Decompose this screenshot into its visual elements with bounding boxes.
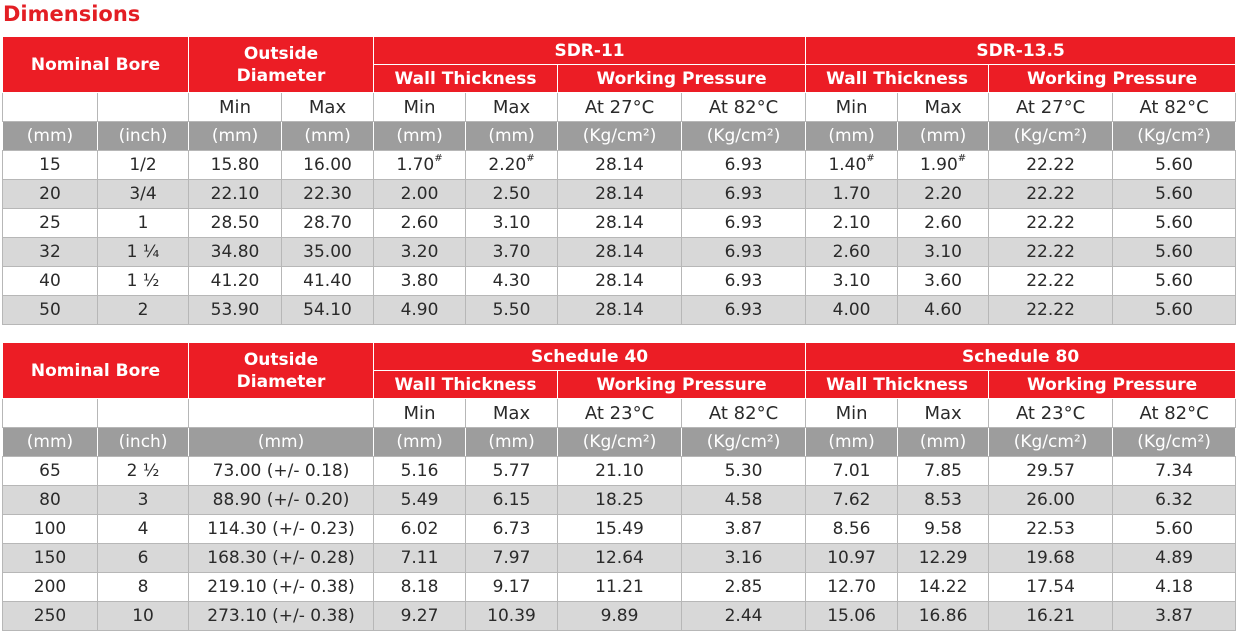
table-cell: 6.32 bbox=[1113, 486, 1236, 515]
table-cell: 6.93 bbox=[682, 296, 806, 325]
table-cell: 9.17 bbox=[466, 573, 558, 602]
subheader-cell: At 82°C bbox=[682, 399, 806, 428]
table-cell: 1.90# bbox=[898, 151, 989, 180]
table-cell: 22.53 bbox=[989, 515, 1113, 544]
table-row bbox=[3, 486, 1236, 515]
unit-cell: (inch) bbox=[98, 428, 189, 457]
table-row bbox=[3, 151, 1236, 180]
table-cell: 7.97 bbox=[466, 544, 558, 573]
table-cell: 3.16 bbox=[682, 544, 806, 573]
subheader-cell: At 23°C bbox=[558, 399, 682, 428]
table-cell: 16.21 bbox=[989, 602, 1113, 631]
subheader-cell bbox=[98, 93, 189, 122]
table-cell: 7.85 bbox=[898, 457, 989, 486]
table-row bbox=[3, 267, 1236, 296]
unit-cell: (mm) bbox=[3, 122, 98, 151]
table-cell: 6.93 bbox=[682, 267, 806, 296]
unit-cell: (mm) bbox=[898, 428, 989, 457]
table-cell: 1.40# bbox=[806, 151, 898, 180]
schedule-80-header: Schedule 80 bbox=[806, 343, 1236, 371]
units-row bbox=[3, 428, 1236, 457]
table-cell: 5.60 bbox=[1113, 151, 1236, 180]
table-cell: 40 bbox=[3, 267, 98, 296]
units-row bbox=[3, 122, 1236, 151]
table-cell: 4.58 bbox=[682, 486, 806, 515]
outside-diameter-header bbox=[189, 37, 374, 93]
table-cell: 3.60 bbox=[898, 267, 989, 296]
table-cell: 22.22 bbox=[989, 296, 1113, 325]
table-cell: 28.70 bbox=[282, 209, 374, 238]
table-cell: 15.06 bbox=[806, 602, 898, 631]
table-cell: 2 ½ bbox=[98, 457, 189, 486]
table-cell: 12.70 bbox=[806, 573, 898, 602]
unit-cell: (Kg/cm²) bbox=[989, 122, 1113, 151]
table-cell: 32 bbox=[3, 238, 98, 267]
unit-cell: (mm) bbox=[3, 428, 98, 457]
table-cell: 28.14 bbox=[558, 209, 682, 238]
table-cell: 5.60 bbox=[1113, 238, 1236, 267]
table-row bbox=[3, 457, 1236, 486]
sdr-13-5-header: SDR-13.5 bbox=[806, 37, 1236, 65]
table-cell: 168.30 (+/- 0.28) bbox=[189, 544, 374, 573]
table-cell: 16.00 bbox=[282, 151, 374, 180]
subheader-cell: At 82°C bbox=[1113, 93, 1236, 122]
table-cell: 28.14 bbox=[558, 296, 682, 325]
table-cell: 22.22 bbox=[989, 238, 1113, 267]
table-cell: 8.56 bbox=[806, 515, 898, 544]
table-cell: 4.90 bbox=[374, 296, 466, 325]
table-cell: 19.68 bbox=[989, 544, 1113, 573]
unit-cell: (Kg/cm²) bbox=[682, 122, 806, 151]
subheader-cell: At 82°C bbox=[682, 93, 806, 122]
subheader-cell: At 27°C bbox=[989, 93, 1113, 122]
table-cell: 2 bbox=[98, 296, 189, 325]
table-cell: 50 bbox=[3, 296, 98, 325]
unit-cell: (mm) bbox=[466, 428, 558, 457]
sdr-dimensions-table bbox=[2, 36, 1236, 325]
outside-diameter-label: Outside Diameter bbox=[236, 349, 326, 392]
table-cell: 8 bbox=[98, 573, 189, 602]
unit-cell: (Kg/cm²) bbox=[1113, 428, 1236, 457]
subheader-row bbox=[3, 399, 1236, 428]
working-pressure-header: Working Pressure bbox=[558, 371, 806, 399]
table-cell: 5.60 bbox=[1113, 296, 1236, 325]
table-cell: 1.70# bbox=[374, 151, 466, 180]
subheader-cell: Max bbox=[282, 93, 374, 122]
outside-diameter-header bbox=[189, 343, 374, 399]
table-row bbox=[3, 209, 1236, 238]
unit-cell: (Kg/cm²) bbox=[558, 428, 682, 457]
subheader-cell: Min bbox=[189, 93, 282, 122]
table-cell: 9.58 bbox=[898, 515, 989, 544]
table-cell: 22.22 bbox=[989, 267, 1113, 296]
unit-cell: (Kg/cm²) bbox=[989, 428, 1113, 457]
table-cell: 3 bbox=[98, 486, 189, 515]
table-cell: 3.87 bbox=[682, 515, 806, 544]
table-cell: 28.14 bbox=[558, 180, 682, 209]
table-cell: 5.16 bbox=[374, 457, 466, 486]
subheader-cell: Max bbox=[466, 399, 558, 428]
table-cell: 1/2 bbox=[98, 151, 189, 180]
table-cell: 5.77 bbox=[466, 457, 558, 486]
subheader-cell: Min bbox=[374, 93, 466, 122]
subheader-cell: Min bbox=[374, 399, 466, 428]
table-cell: 29.57 bbox=[989, 457, 1113, 486]
unit-cell: (mm) bbox=[374, 122, 466, 151]
table-cell: 20 bbox=[3, 180, 98, 209]
table-cell: 12.64 bbox=[558, 544, 682, 573]
table-cell: 2.20# bbox=[466, 151, 558, 180]
table-cell: 2.10 bbox=[806, 209, 898, 238]
unit-cell: (mm) bbox=[374, 428, 466, 457]
working-pressure-header: Working Pressure bbox=[558, 65, 806, 93]
table-cell: 21.10 bbox=[558, 457, 682, 486]
table-cell: 28.14 bbox=[558, 151, 682, 180]
table-cell: 34.80 bbox=[189, 238, 282, 267]
subheader-cell bbox=[189, 399, 374, 428]
table-cell: 114.30 (+/- 0.23) bbox=[189, 515, 374, 544]
unit-cell: (mm) bbox=[898, 122, 989, 151]
table-cell: 12.29 bbox=[898, 544, 989, 573]
unit-cell: (Kg/cm²) bbox=[1113, 122, 1236, 151]
table-cell: 15.49 bbox=[558, 515, 682, 544]
table-cell: 41.40 bbox=[282, 267, 374, 296]
table-cell: 6.02 bbox=[374, 515, 466, 544]
table-row bbox=[3, 238, 1236, 267]
table-cell: 7.62 bbox=[806, 486, 898, 515]
subheader-cell: At 27°C bbox=[558, 93, 682, 122]
table-cell: 25 bbox=[3, 209, 98, 238]
table-cell: 6.73 bbox=[466, 515, 558, 544]
wall-thickness-header: Wall Thickness bbox=[806, 371, 989, 399]
table-cell: 5.60 bbox=[1113, 515, 1236, 544]
table-cell: 3/4 bbox=[98, 180, 189, 209]
table-cell: 1 ¼ bbox=[98, 238, 189, 267]
table-cell: 1 ½ bbox=[98, 267, 189, 296]
table-cell: 4.00 bbox=[806, 296, 898, 325]
table-cell: 8.18 bbox=[374, 573, 466, 602]
subheader-cell: Max bbox=[466, 93, 558, 122]
table-cell: 6.93 bbox=[682, 180, 806, 209]
subheader-cell: Min bbox=[806, 399, 898, 428]
table-row bbox=[3, 602, 1236, 631]
table-cell: 22.22 bbox=[989, 180, 1113, 209]
table-cell: 5.60 bbox=[1113, 180, 1236, 209]
table-cell: 1.70 bbox=[806, 180, 898, 209]
table-cell: 5.60 bbox=[1113, 209, 1236, 238]
table-row bbox=[3, 544, 1236, 573]
table-cell: 88.90 (+/- 0.20) bbox=[189, 486, 374, 515]
table-cell: 9.27 bbox=[374, 602, 466, 631]
unit-cell: (Kg/cm²) bbox=[558, 122, 682, 151]
table-cell: 15 bbox=[3, 151, 98, 180]
subheader-cell: Min bbox=[806, 93, 898, 122]
outside-diameter-label: Outside Diameter bbox=[236, 43, 326, 86]
table-cell: 28.14 bbox=[558, 267, 682, 296]
table-cell: 3.70 bbox=[466, 238, 558, 267]
table-row bbox=[3, 573, 1236, 602]
table-row bbox=[3, 180, 1236, 209]
table-cell: 219.10 (+/- 0.38) bbox=[189, 573, 374, 602]
table-cell: 2.60 bbox=[898, 209, 989, 238]
table-cell: 2.85 bbox=[682, 573, 806, 602]
table-cell: 7.34 bbox=[1113, 457, 1236, 486]
table-cell: 26.00 bbox=[989, 486, 1113, 515]
table-cell: 15.80 bbox=[189, 151, 282, 180]
table-cell: 6.15 bbox=[466, 486, 558, 515]
table-cell: 2.00 bbox=[374, 180, 466, 209]
table-cell: 150 bbox=[3, 544, 98, 573]
table-cell: 9.89 bbox=[558, 602, 682, 631]
table-cell: 1 bbox=[98, 209, 189, 238]
page-title: Dimensions bbox=[3, 2, 141, 26]
sdr-11-header: SDR-11 bbox=[374, 37, 806, 65]
nominal-bore-header: Nominal Bore bbox=[3, 343, 189, 399]
table-cell: 16.86 bbox=[898, 602, 989, 631]
nominal-bore-header: Nominal Bore bbox=[3, 37, 189, 93]
table-cell: 80 bbox=[3, 486, 98, 515]
working-pressure-header: Working Pressure bbox=[989, 371, 1236, 399]
table-cell: 5.30 bbox=[682, 457, 806, 486]
subheader-cell: At 82°C bbox=[1113, 399, 1236, 428]
table-cell: 2.50 bbox=[466, 180, 558, 209]
working-pressure-header: Working Pressure bbox=[989, 65, 1236, 93]
table-cell: 250 bbox=[3, 602, 98, 631]
table-cell: 5.60 bbox=[1113, 267, 1236, 296]
wall-thickness-header: Wall Thickness bbox=[374, 371, 558, 399]
table-cell: 3.87 bbox=[1113, 602, 1236, 631]
table-cell: 10.39 bbox=[466, 602, 558, 631]
table-cell: 6.93 bbox=[682, 238, 806, 267]
table-row bbox=[3, 515, 1236, 544]
table-cell: 3.20 bbox=[374, 238, 466, 267]
table-cell: 2.20 bbox=[898, 180, 989, 209]
table-cell: 28.50 bbox=[189, 209, 282, 238]
subheader-cell bbox=[3, 399, 98, 428]
table-cell: 73.00 (+/- 0.18) bbox=[189, 457, 374, 486]
table-cell: 3.10 bbox=[898, 238, 989, 267]
unit-cell: (mm) bbox=[806, 122, 898, 151]
table-cell: 200 bbox=[3, 573, 98, 602]
table-cell: 273.10 (+/- 0.38) bbox=[189, 602, 374, 631]
table-cell: 65 bbox=[3, 457, 98, 486]
subheader-row bbox=[3, 93, 1236, 122]
table-cell: 6.93 bbox=[682, 209, 806, 238]
unit-cell: (mm) bbox=[806, 428, 898, 457]
table-cell: 6.93 bbox=[682, 151, 806, 180]
table-cell: 10 bbox=[98, 602, 189, 631]
wall-thickness-header: Wall Thickness bbox=[374, 65, 558, 93]
schedule-40-header: Schedule 40 bbox=[374, 343, 806, 371]
table-cell: 4.89 bbox=[1113, 544, 1236, 573]
table-cell: 7.11 bbox=[374, 544, 466, 573]
table-cell: 14.22 bbox=[898, 573, 989, 602]
wall-thickness-header: Wall Thickness bbox=[806, 65, 989, 93]
subheader-cell bbox=[3, 93, 98, 122]
unit-cell: (mm) bbox=[189, 122, 282, 151]
table-cell: 22.10 bbox=[189, 180, 282, 209]
table-cell: 22.22 bbox=[989, 151, 1113, 180]
table-cell: 100 bbox=[3, 515, 98, 544]
unit-cell: (mm) bbox=[282, 122, 374, 151]
unit-cell: (Kg/cm²) bbox=[682, 428, 806, 457]
table-cell: 22.30 bbox=[282, 180, 374, 209]
unit-cell: (inch) bbox=[98, 122, 189, 151]
table-cell: 4.30 bbox=[466, 267, 558, 296]
table-cell: 35.00 bbox=[282, 238, 374, 267]
table-cell: 8.53 bbox=[898, 486, 989, 515]
table-cell: 3.10 bbox=[806, 267, 898, 296]
table-cell: 22.22 bbox=[989, 209, 1113, 238]
unit-cell: (mm) bbox=[466, 122, 558, 151]
table-cell: 6 bbox=[98, 544, 189, 573]
subheader-cell bbox=[98, 399, 189, 428]
table-cell: 18.25 bbox=[558, 486, 682, 515]
table-cell: 5.49 bbox=[374, 486, 466, 515]
table-cell: 4 bbox=[98, 515, 189, 544]
table-cell: 17.54 bbox=[989, 573, 1113, 602]
table-cell: 11.21 bbox=[558, 573, 682, 602]
table-cell: 53.90 bbox=[189, 296, 282, 325]
subheader-cell: Max bbox=[898, 399, 989, 428]
table-cell: 4.18 bbox=[1113, 573, 1236, 602]
table-cell: 2.60 bbox=[374, 209, 466, 238]
table-cell: 5.50 bbox=[466, 296, 558, 325]
table-cell: 28.14 bbox=[558, 238, 682, 267]
table-cell: 4.60 bbox=[898, 296, 989, 325]
table-cell: 7.01 bbox=[806, 457, 898, 486]
table-cell: 2.60 bbox=[806, 238, 898, 267]
table-cell: 41.20 bbox=[189, 267, 282, 296]
table-cell: 10.97 bbox=[806, 544, 898, 573]
table-cell: 3.10 bbox=[466, 209, 558, 238]
schedule-dimensions-table bbox=[2, 342, 1236, 631]
subheader-cell: At 23°C bbox=[989, 399, 1113, 428]
unit-cell: (mm) bbox=[189, 428, 374, 457]
table-cell: 2.44 bbox=[682, 602, 806, 631]
subheader-cell: Max bbox=[898, 93, 989, 122]
table-cell: 3.80 bbox=[374, 267, 466, 296]
table-cell: 54.10 bbox=[282, 296, 374, 325]
table-row bbox=[3, 296, 1236, 325]
